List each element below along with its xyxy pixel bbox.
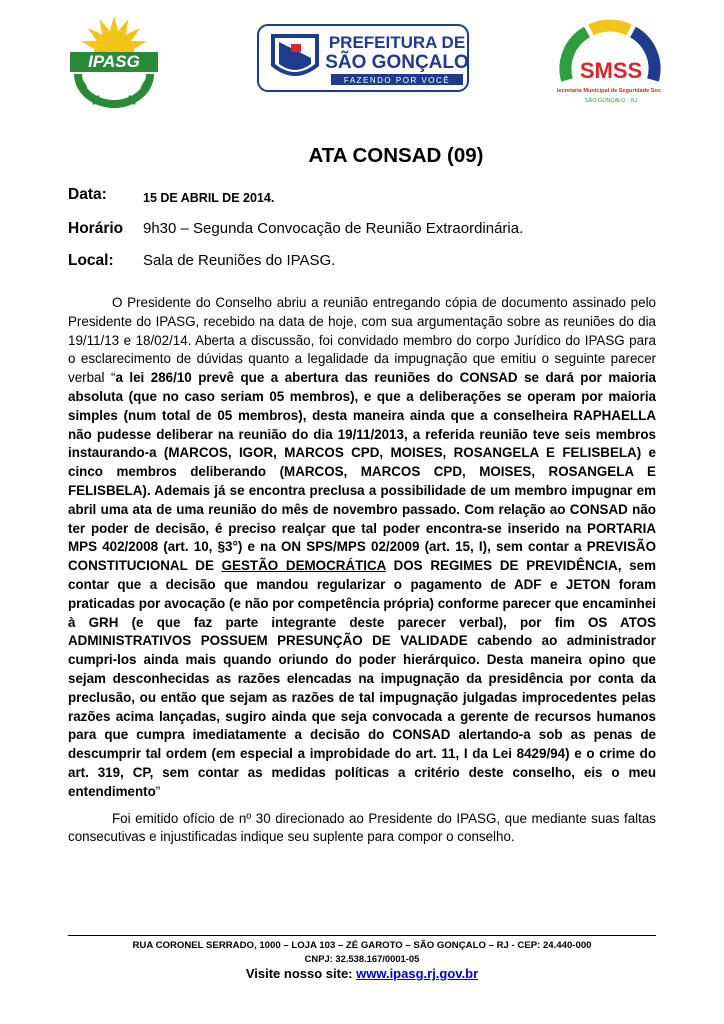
smss-logo-sub: Secretaria Municipal de Seguridade Social (557, 88, 661, 94)
smss-logo-text: SMSS (579, 58, 643, 83)
footer-address: RUA CORONEL SERRADO, 1000 – LOJA 103 – ZÉ GAROTO – SÃO GONÇALO – RJ - CEP: 24.440-000 (132, 940, 592, 951)
footer-site: Visite nosso site: www.ipasg.rj.gov.br (245, 966, 479, 981)
smss-logo (557, 18, 661, 118)
paragraph-1: O Presidente do Conselho abriu a reunião entregando cópia de documento assinado pelo Presidente do IPASG, recebido na data de hoje, com sua argumentação sobre as reuniões do dia 19/11/13 e 18/02/14. Aberta a discussão, foi convidado membro do corpo Jurídico do IPASG para o esclarecimento de dúvidas quanto a legalidade da impugnação que emitiu o seguinte parecer verbal “a lei 286/10 prevê que a abertura das reuniões do CONSAD se dará por maioria absoluta (que no caso seriam 05 membros), e que a deliberações se operam por maioria simples (num total de 05 membros), desta maneira ainda que a conselheira RAPHAELLA não pudesse deliberar na reunião do dia 19/11/2013, a referida reunião teve seis membros instaurando-a (MARCOS, IGOR, MARCOS CPD, MOISES, ROSANGELA E FELISBELA) e cinco membros deliberando (MARCOS, MARCOS CPD, MOISES, ROSANGELA E FELISBELA). Ademais já se encontra preclusa a possibilidade de um membro impugnar em abril uma ata de uma reunião do mês de novembro passado. Com relação ao CONSAD não ter poder de decisão, é preciso realçar que tal poder encontra-se inserido na PORTARIA MPS 402/2008 (art. 10, §3°) e na ON SPS/MPS 02/2009 (art. 15, I), sem contar a PREVISÃO CONSTITUCIONAL DE GESTÃO DEMOCRÁTICA DOS REGIMES DE PREVIDÊNCIA, sem contar que a decisão que mandou regularizar o pagamento de ADF e JETON foram praticadas por avocação (e não por competência própria) conforme parecer que encaminhei à GRH (e que faz parte integrante deste parecer verbal), por fim OS ATOS ADMINISTRATIVOS POSSUEM PRESUNÇÃO DE VALIDADE cabendo ao administrador cumpri-los ainda mais quando oriundo do poder hierárquico. Desta maneira opino que sejam desconhecidas as razões elencadas na impugnação da presidência por conta da preclusão, ou então que sejam as razões de tal impugnação julgadas improcedentes pelas razões acima lançadas, sugiro ainda que seja convocada a gerente de recursos humanos para que cumpra imediatamente a decisão do CONSAD alertando-a sob as penas de descumprir tal ordem (em especial a improbidade do art. 11, I da Lei 8429/94) e o crime do art. 319, CP, sem contar as medidas políticas a critério deste conselho, eis o meu entendimento” (68, 295, 656, 799)
place-label: Local: (68, 252, 114, 269)
minutes-body (68, 294, 656, 847)
place-value: Sala de Reuniões do IPASG. (143, 252, 336, 269)
prefeitura-tagline: FAZENDO POR VOCÊ (343, 76, 451, 85)
smss-logo-city: SÃO GONÇALO - RJ (584, 98, 638, 104)
ipasg-logo (68, 14, 160, 110)
footer-cnpj: CNPJ: 32.538.167/0001-05 (304, 953, 420, 964)
prefeitura-line2: SÃO GONÇALO (325, 52, 469, 73)
site-link[interactable]: www.ipasg.rj.gov.br (356, 966, 479, 981)
prefeitura-line1: PREFEITURA DE (328, 33, 466, 52)
ipasg-logo-text: IPASG (88, 52, 140, 71)
prefeitura-logo (257, 24, 469, 92)
time-value: 9h30 – Segunda Convocação de Reunião Extraordinária. (143, 220, 524, 237)
time-label: Horário (68, 220, 124, 237)
date-value: 15 DE ABRIL DE 2014. (143, 191, 275, 205)
paragraph-2: Foi emitido ofício de nº 30 direcionado ao Presidente do IPASG, que mediante suas faltas consecutivas e injustificadas indique seu suplente para compor o conselho. (68, 810, 656, 845)
document-title: ATA CONSAD (09) (308, 144, 484, 167)
footer-divider (68, 935, 656, 936)
date-label: Data: (68, 186, 107, 203)
